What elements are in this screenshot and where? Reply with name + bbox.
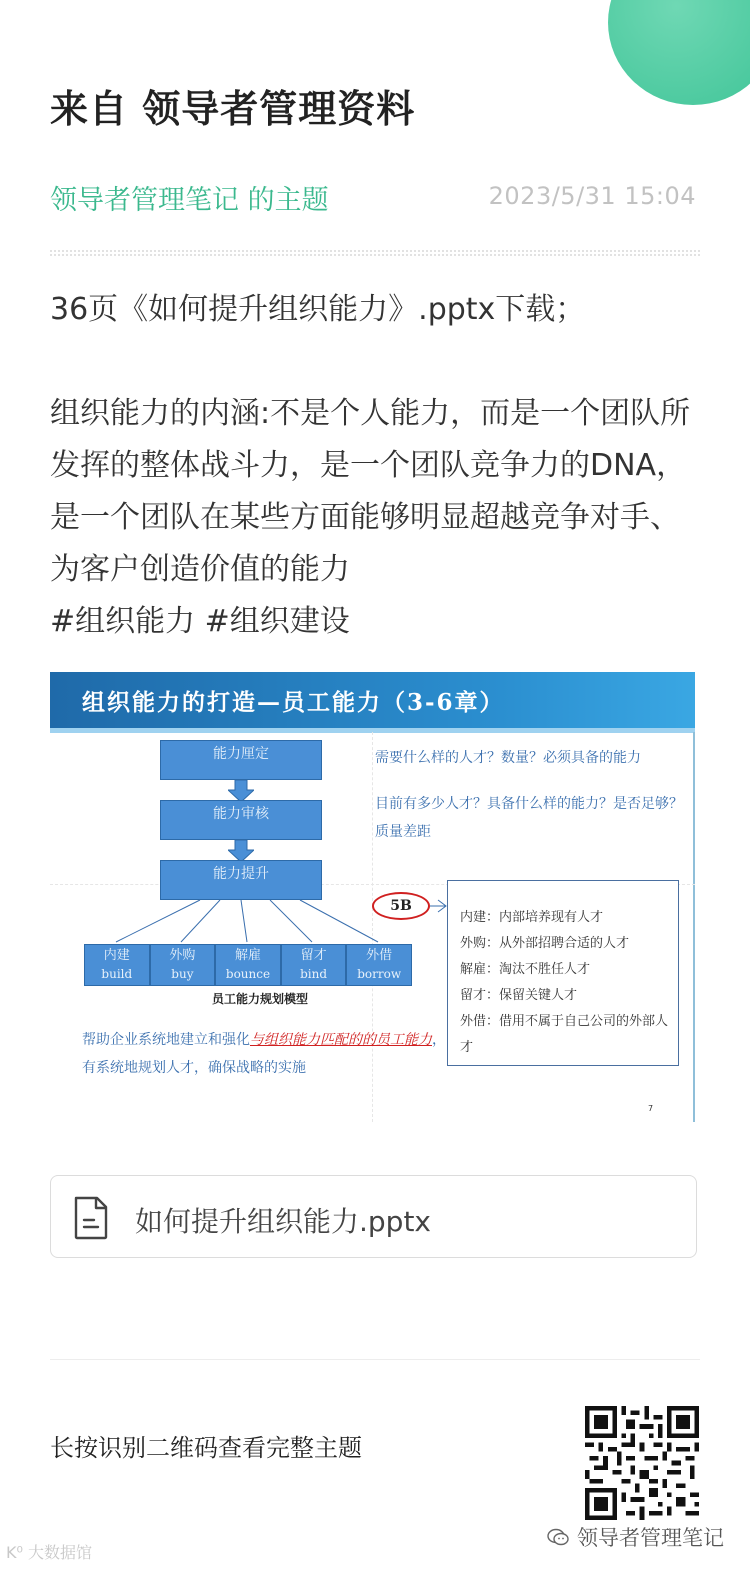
flow-box: 能力厘定 bbox=[160, 740, 322, 780]
category-en: buy bbox=[171, 967, 194, 981]
category-cell bbox=[281, 944, 347, 986]
divider bbox=[50, 250, 700, 252]
post-tags[interactable]: #组织能力 #组织建设 bbox=[50, 604, 350, 639]
category-cell bbox=[215, 944, 281, 986]
category-cn: 外借 bbox=[366, 948, 393, 963]
question-text: 目前有多少人才？具备什么样的能力？是否足够？质量差距 bbox=[375, 796, 683, 840]
account-name: 领导者管理笔记 bbox=[577, 1526, 724, 1550]
slide-page-number: 7 bbox=[648, 1104, 654, 1113]
category-cell bbox=[346, 944, 412, 986]
help-prefix: 帮助企业系统地建立和强化 bbox=[82, 1032, 250, 1048]
divider bbox=[50, 1359, 700, 1360]
badge-5b: 5B bbox=[372, 892, 430, 920]
help-highlight: 与组织能力匹配的的员工能力 bbox=[250, 1032, 432, 1048]
category-cell bbox=[84, 944, 150, 986]
category-en: build bbox=[101, 967, 133, 981]
flow-box: 能力提升 bbox=[160, 860, 322, 900]
help-text bbox=[82, 1026, 452, 1082]
category-cell bbox=[150, 944, 216, 986]
definition-line: 外购：从外部招聘合适的人才 bbox=[460, 936, 630, 951]
category-en: bind bbox=[300, 967, 328, 981]
watermark: K⁰ 大数据馆 bbox=[6, 1543, 92, 1562]
category-cn: 解雇 bbox=[234, 948, 261, 963]
category-en: borrow bbox=[357, 967, 402, 981]
account-watermark bbox=[547, 1522, 724, 1552]
post-paragraph: 组织能力的内涵:不是个人能力，而是一个团队所发挥的整体战斗力，是一个团队竞争力的DNA，是一个团队在某些方面能够明显超越竞争对手、为客户创造价值的能力 bbox=[50, 396, 691, 587]
category-cn: 内建 bbox=[103, 948, 130, 963]
category-en: bounce bbox=[225, 967, 271, 981]
definition-line: 留才：保留关键人才 bbox=[460, 988, 578, 1003]
wechat-icon bbox=[547, 1528, 569, 1546]
document-icon bbox=[73, 1196, 109, 1240]
flow-box: 能力审核 bbox=[160, 800, 322, 840]
topic-link[interactable]: 领导者管理笔记 的主题 bbox=[50, 185, 329, 216]
definition-line: 解雇：淘汰不胜任人才 bbox=[460, 962, 591, 977]
attachment-card[interactable] bbox=[50, 1175, 697, 1258]
meta-row bbox=[50, 178, 696, 218]
corner-decoration bbox=[608, 0, 750, 105]
help-suffix: ，有系统地规划人才，确保战略的实施 bbox=[82, 1032, 446, 1076]
qr-hint: 长按识别二维码查看完整主题 bbox=[50, 1434, 362, 1462]
slide-image[interactable] bbox=[50, 672, 695, 1122]
question-text: 需要什么样的人才？数量？必须具备的能力 bbox=[375, 750, 641, 766]
definition-line: 内建：内部培养现有人才 bbox=[460, 910, 604, 925]
category-row bbox=[84, 944, 412, 986]
slide-title: 组织能力的打造—员工能力（3-6章） bbox=[82, 689, 505, 716]
timestamp: 2023/5/31 15:04 bbox=[488, 182, 696, 210]
post-line: 36页《如何提升组织能力》.pptx下载； bbox=[50, 292, 586, 327]
post-body bbox=[50, 284, 702, 648]
paragraph-gap bbox=[50, 336, 702, 388]
qr-code[interactable] bbox=[585, 1406, 699, 1520]
attachment-file-name: 如何提升组织能力.pptx bbox=[135, 1205, 431, 1238]
divider bbox=[50, 254, 700, 256]
definition-line: 外借：借用不属于自己公司的外部人才 bbox=[460, 1014, 669, 1055]
source-title: 来自 领导者管理资料 bbox=[50, 87, 416, 131]
category-cn: 外购 bbox=[169, 948, 196, 963]
category-cn: 留才 bbox=[300, 948, 327, 963]
model-caption: 员工能力规划模型 bbox=[212, 992, 309, 1006]
definition-box bbox=[447, 880, 679, 1066]
